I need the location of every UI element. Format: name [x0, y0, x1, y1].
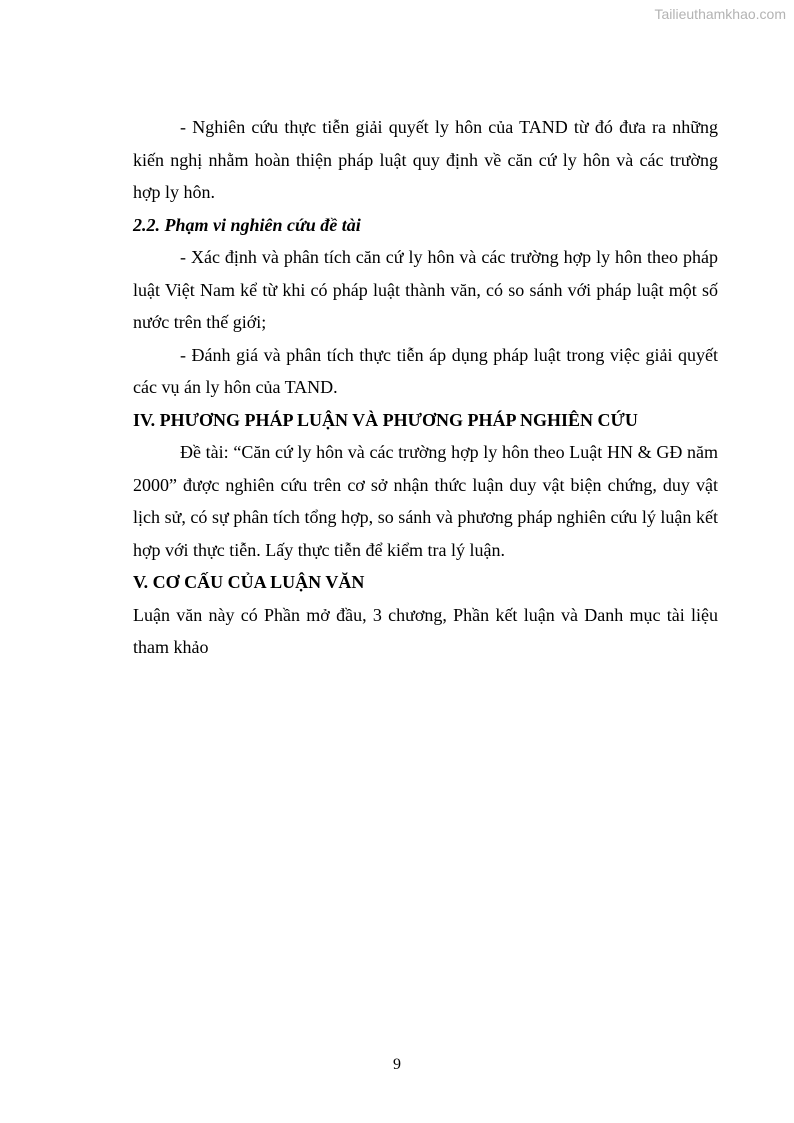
- page-number: 9: [393, 1056, 401, 1073]
- paragraph-scope-analysis: - Xác định và phân tích căn cứ ly hôn và các trường hợp ly hôn theo pháp luật Việt Nam kể từ khi có pháp luật thành văn, có so sánh với pháp luật một số nước trên thế giới;: [133, 247, 718, 332]
- section-heading-methodology: IV. PHƯƠNG PHÁP LUẬN VÀ PHƯƠNG PHÁP NGHIÊN CỨU: [133, 409, 638, 430]
- section-heading-structure: V. CƠ CẤU CỦA LUẬN VĂN: [133, 572, 365, 592]
- paragraph-scope-evaluation: - Đánh giá và phân tích thực tiễn áp dụng pháp luật trong việc giải quyết các vụ án ly hôn của TAND.: [133, 344, 718, 397]
- paragraph-structure: Luận văn này có Phần mở đầu, 3 chương, Phần kết luận và Danh mục tài liệu tham khảo: [133, 604, 718, 657]
- document-body: [133, 111, 718, 664]
- paragraph-methodology: Đề tài: “Căn cứ ly hôn và các trường hợp ly hôn theo Luật HN & GĐ năm 2000” được nghiên cứu trên cơ sở nhận thức luận duy vật biện chứng, duy vật lịch sử, có sự phân tích tổng hợp, so sánh và phương pháp nghiên cứu lý luận kết hợp với thực tiễn. Lấy thực tiễn để kiểm tra lý luận.: [133, 442, 718, 560]
- paragraph-research-practice: - Nghiên cứu thực tiễn giải quyết ly hôn của TAND từ đó đưa ra những kiến nghị nhằm hoàn thiện pháp luật quy định về căn cứ ly hôn và các trường hợp ly hôn.: [133, 117, 718, 202]
- section-heading-scope: 2.2. Phạm vi nghiên cứu đề tài: [133, 214, 361, 235]
- watermark-text: Tailieuthamkhao.com: [654, 6, 786, 22]
